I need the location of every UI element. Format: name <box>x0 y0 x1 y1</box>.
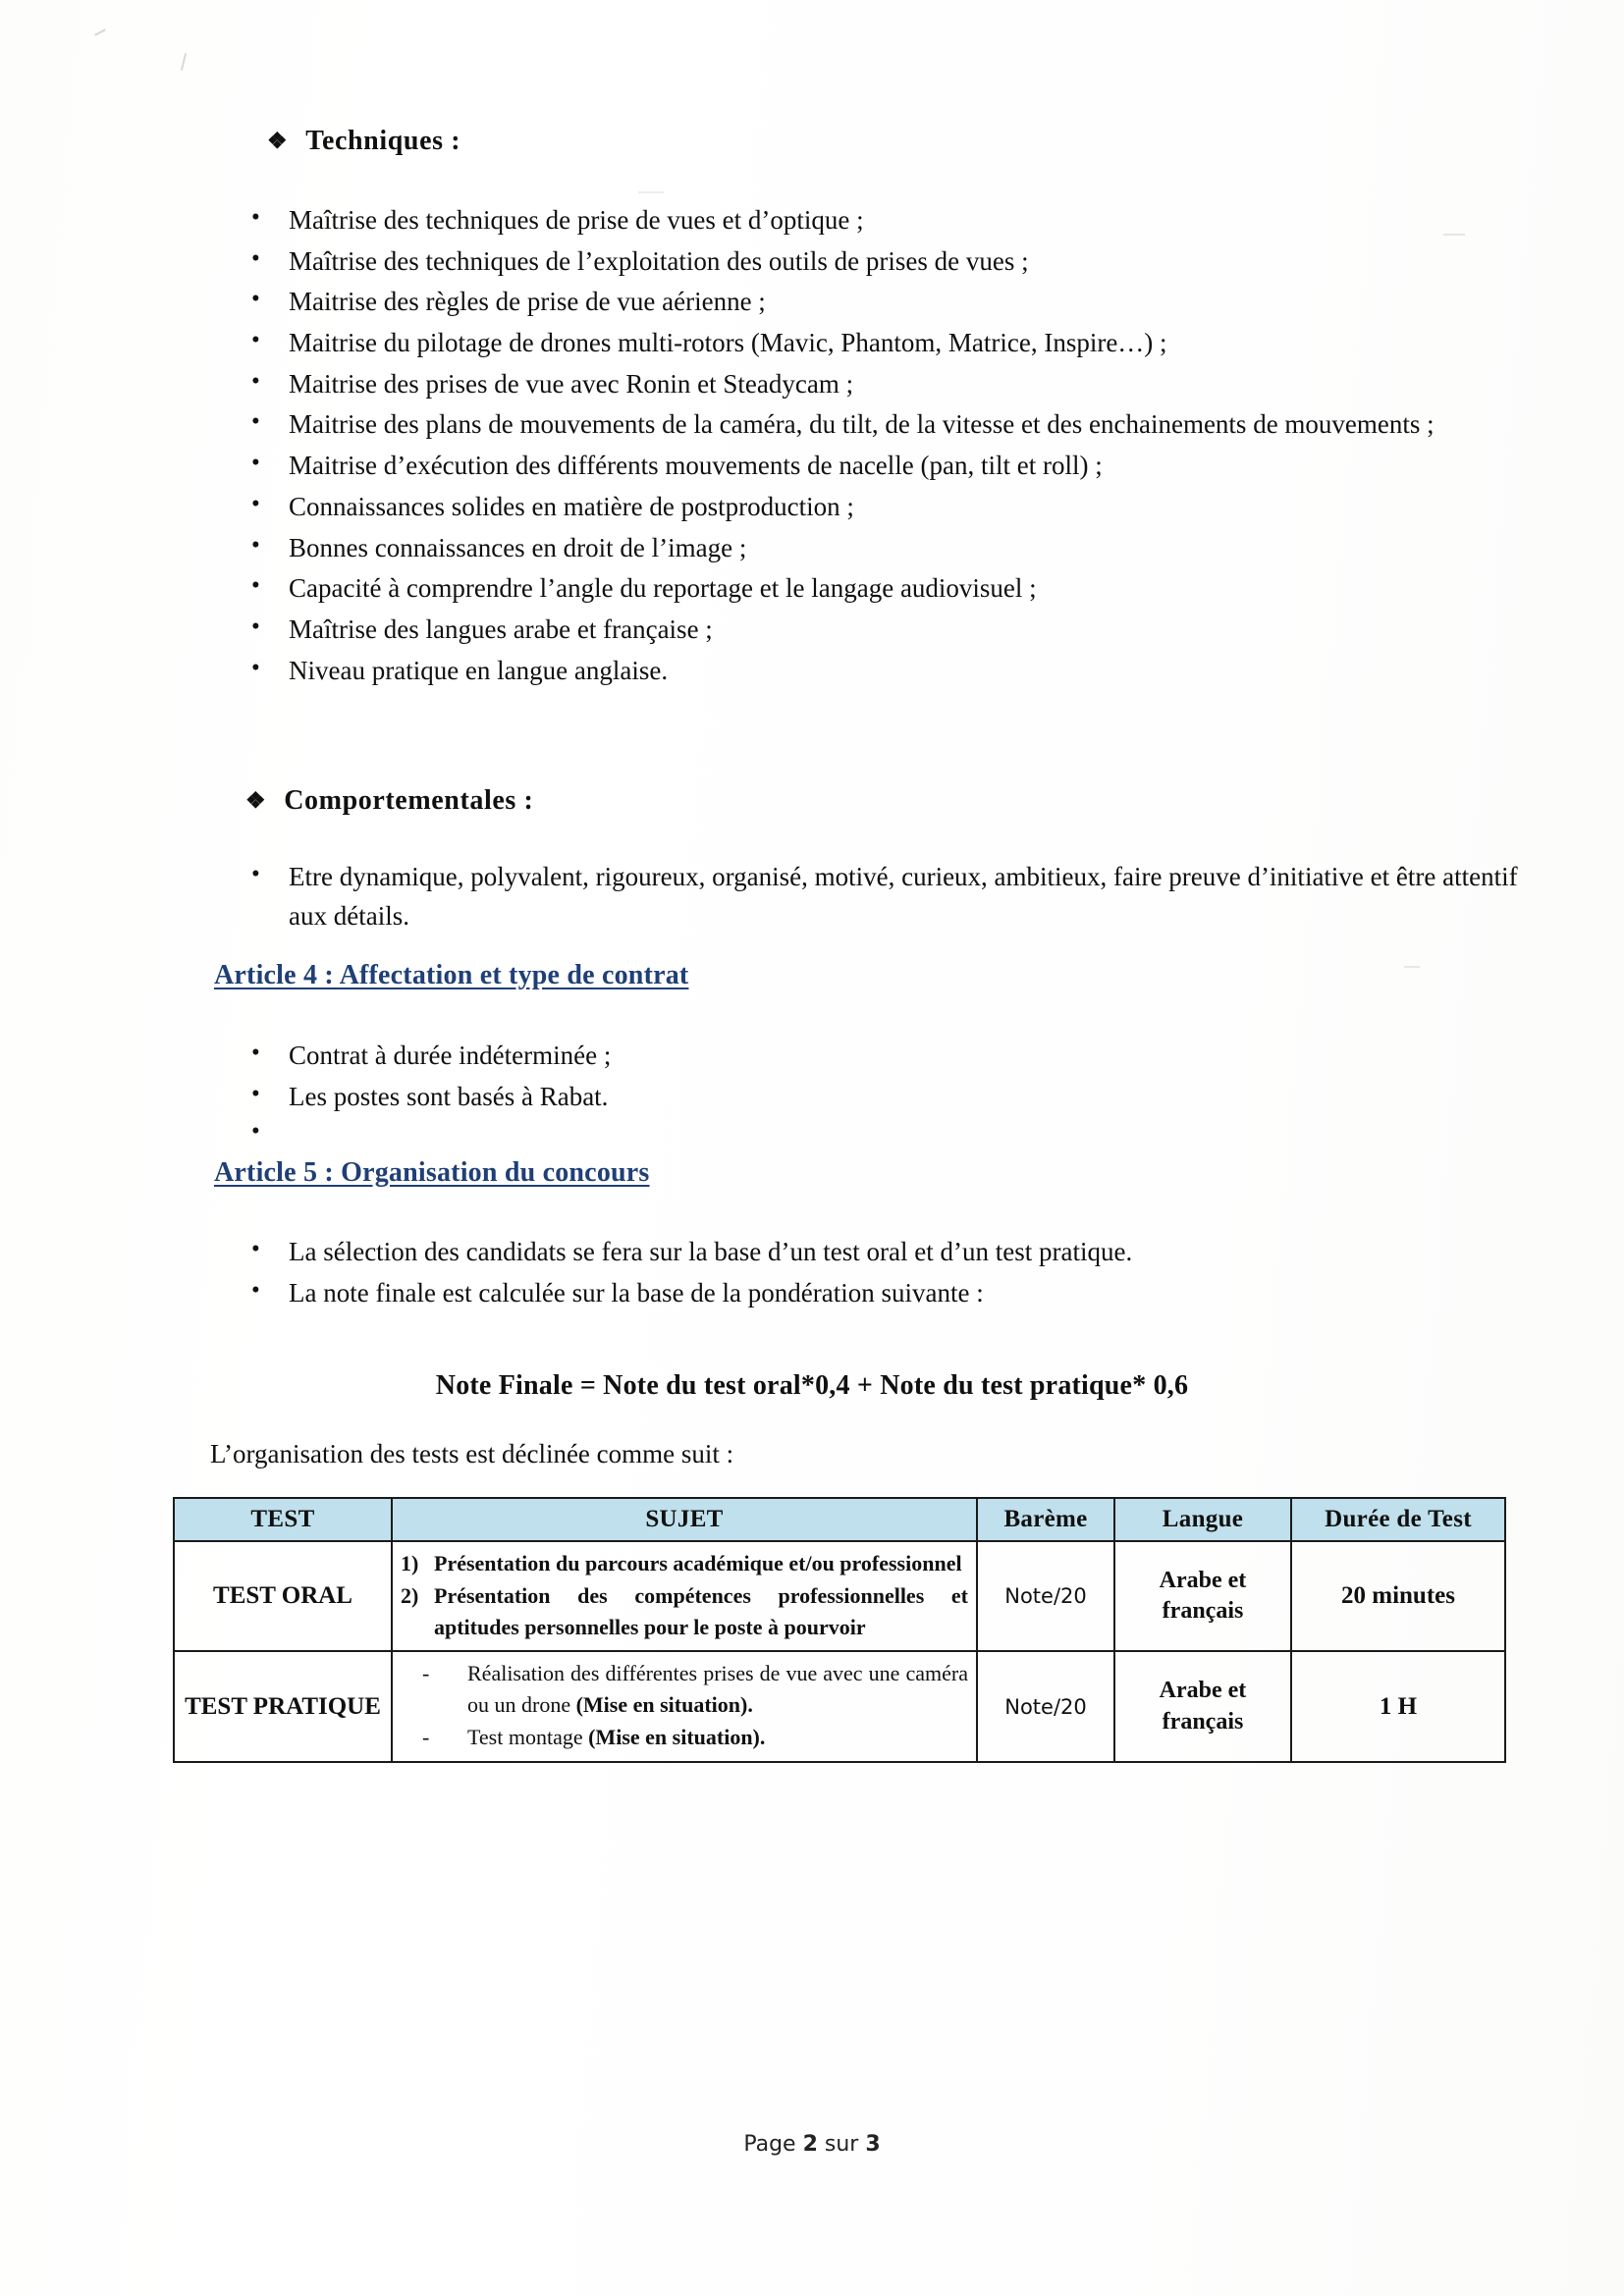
column-header-duree: Durée de Test <box>1291 1498 1505 1541</box>
sujet-numbered-list <box>401 1548 968 1643</box>
cell-bareme: Note/20 <box>977 1541 1114 1651</box>
list-item: • Niveau pratique en langue anglaise. <box>244 652 1520 691</box>
list-item: • Maîtrise des techniques de prise de vues et d’optique ; <box>244 201 1520 240</box>
article-5-title: Article 5 : Organisation du concours <box>214 1157 650 1188</box>
sujet-item-dash: - <box>422 1725 430 1750</box>
cell-duree: 1 H <box>1291 1651 1505 1763</box>
cell-sujet <box>392 1541 977 1651</box>
column-header-bareme: Barème <box>977 1498 1114 1541</box>
tests-table <box>173 1497 1506 1763</box>
cell-test-name: TEST PRATIQUE <box>174 1651 392 1763</box>
article-4-heading <box>214 960 688 991</box>
footer-middle: sur <box>817 2132 866 2157</box>
cell-test-name: TEST ORAL <box>174 1541 392 1651</box>
sujet-item-text: Réalisation des différentes prises de vue avec une caméra ou un drone <box>467 1660 968 1717</box>
table-row <box>174 1541 1505 1651</box>
diamond-bullet-icon: ❖ <box>267 129 289 153</box>
tests-table-wrapper <box>173 1497 1506 1763</box>
article-4-list <box>244 1037 1520 1118</box>
sujet-item-text: Test montage <box>467 1725 589 1750</box>
list-item: • Les postes sont basés à Rabat. <box>244 1078 1520 1117</box>
sujet-item <box>401 1658 968 1721</box>
diamond-bullet-icon: ❖ <box>245 788 267 813</box>
page-footer <box>0 2132 1624 2157</box>
table-intro-text: L’organisation des tests est déclinée comme suit : <box>210 1439 734 1468</box>
list-item: • La note finale est calculée sur la base de la pondération suivante : <box>244 1274 1520 1313</box>
list-item: • Bonnes connaissances en droit de l’image ; <box>244 529 1520 568</box>
cell-sujet <box>392 1651 977 1763</box>
sujet-item-emphasis: (Mise en situation). <box>575 1691 753 1717</box>
section-heading-techniques <box>267 126 460 157</box>
list-item: • Maitrise du pilotage de drones multi-rotors (Mavic, Phantom, Matrice, Inspire…) ; <box>244 324 1520 363</box>
sujet-item <box>401 1722 968 1753</box>
article-5-list <box>244 1233 1520 1314</box>
section-heading-techniques-label: Techniques : <box>305 126 461 156</box>
list-item: • Capacité à comprendre l’angle du reportage et le langage audiovisuel ; <box>244 569 1520 609</box>
table-header-row <box>174 1498 1505 1541</box>
comportementales-list <box>244 858 1520 937</box>
table-row <box>174 1651 1505 1763</box>
column-header-test: TEST <box>174 1498 392 1541</box>
article-5-heading <box>214 1157 650 1189</box>
cell-bareme: Note/20 <box>977 1651 1114 1763</box>
techniques-list <box>244 201 1520 692</box>
column-header-langue: Langue <box>1114 1498 1291 1541</box>
final-score-formula: Note Finale = Note du test oral*0,4 + Note du test pratique* 0,6 <box>435 1370 1189 1401</box>
sujet-item-dash: - <box>422 1660 430 1685</box>
sujet-item-emphasis: (Mise en situation). <box>588 1725 766 1750</box>
section-heading-comportementales <box>245 785 533 817</box>
list-item: • Connaissances solides en matière de postproduction ; <box>244 488 1520 527</box>
column-header-sujet: SUJET <box>392 1498 977 1541</box>
section-heading-comportementales-label: Comportementales : <box>284 785 534 816</box>
sujet-item-number: 1) <box>401 1551 419 1575</box>
cell-duree: 20 minutes <box>1291 1541 1505 1651</box>
footer-prefix: Page <box>743 2132 803 2157</box>
footer-page-number: 2 <box>802 2132 818 2157</box>
sujet-dashed-list <box>401 1658 968 1754</box>
list-item: • Etre dynamique, polyvalent, rigoureux, organisé, motivé, curieux, ambitieux, faire preuve d’initiative et être attentif aux détails. <box>244 858 1520 935</box>
list-item: • Contrat à durée indéterminée ; <box>244 1037 1520 1076</box>
sujet-item-text: Présentation des compétences professionnelles et aptitudes personnelles pour le poste à pourvoir <box>434 1582 968 1639</box>
list-item: • Maitrise des règles de prise de vue aérienne ; <box>244 283 1520 322</box>
list-item: • Maîtrise des techniques de l’exploitation des outils de prises de vues ; <box>244 242 1520 282</box>
sujet-item-text: Présentation du parcours académique et/ou professionnel <box>434 1551 962 1575</box>
list-item: • Maitrise des prises de vue avec Ronin et Steadycam ; <box>244 365 1520 404</box>
sujet-item <box>401 1580 968 1643</box>
sujet-item-number: 2) <box>401 1582 419 1608</box>
list-item: • Maitrise des plans de mouvements de la caméra, du tilt, de la vitesse et des enchainements de mouvements ; <box>244 405 1520 445</box>
list-item: • La sélection des candidats se fera sur la base d’un test oral et d’un test pratique. <box>244 1233 1520 1272</box>
sujet-item <box>401 1548 968 1579</box>
list-item: • Maîtrise des langues arabe et française ; <box>244 611 1520 650</box>
list-item: • Maitrise d’exécution des différents mouvements de nacelle (pan, tilt et roll) ; <box>244 447 1520 486</box>
footer-total-pages: 3 <box>865 2132 881 2157</box>
article-4-title: Article 4 : Affectation et type de contrat <box>214 960 689 990</box>
cell-langue: Arabe et français <box>1114 1651 1291 1763</box>
cell-langue: Arabe et français <box>1114 1541 1291 1651</box>
